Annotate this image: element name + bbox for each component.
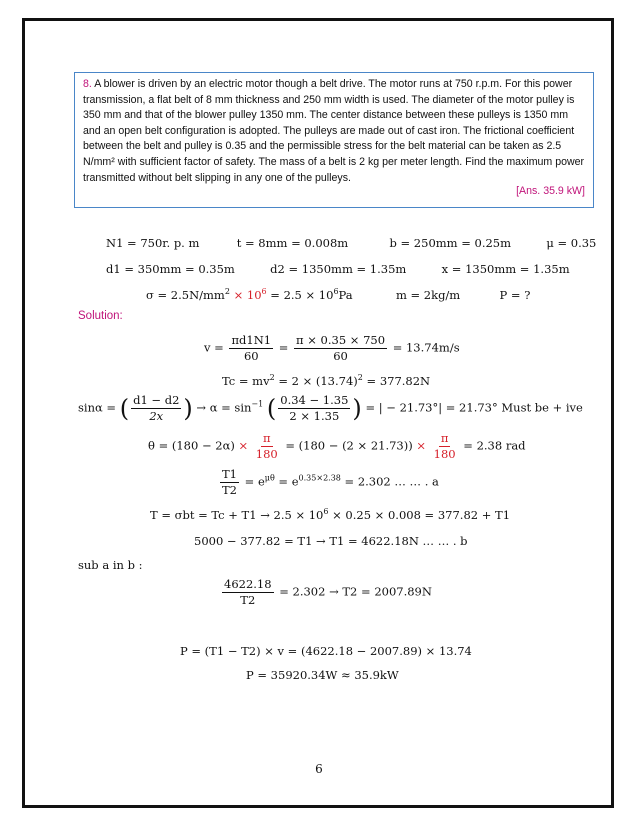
eq-centrifugal-tension: $Tc = mv^2 = 2 \times (13.74)^2 = 377.82N$ — [222, 373, 431, 388]
problem-number: 8. — [83, 78, 92, 90]
eq-alpha: sinα = ( $\frac{d1 - d2}{2x}$ ) → $\alpha = \sin^{-1}$ ( $\frac{0.34 - 1.35}{2 \times 1.35}$ ) = | − 21.73°| = 21.73° Must be + ive — [78, 393, 583, 423]
given-d1: d1 = 350mm = 0.35m — [106, 262, 235, 276]
eq-velocity: v = $\frac{\pi d1N1}{60}$ = $\frac{\pi \times 0.35 \times 750}{60}$ = 13.74m/s — [204, 333, 460, 363]
eq-power-result: P = 35920.34W ≈ 35.9kW — [246, 668, 399, 682]
problem-statement-box — [74, 72, 594, 208]
given-row-1 — [106, 236, 596, 250]
given-d2: d2 = 1350mm = 1.35m — [270, 262, 407, 276]
eq-t2: $\frac{4622.18}{T2}$ = 2.302 → T2 = 2007.89N — [224, 577, 432, 607]
answer-label: [Ans. 35.9 kW] — [516, 185, 585, 198]
eq-tension-ratio: $\frac{T1}{T2}$ = $e^{\mu\theta} = e^{0.35\times 2.38} = 2.302$ … … . a — [222, 467, 439, 497]
page-number: 6 — [315, 762, 323, 776]
problem-text: A blower is driven by an electric motor though a belt drive. The motor runs at 750 r.p.m. For this power transmission, a flat belt of 8 mm thickness and 250 mm width is used. The diameter of the motor pulley is 350 mm and that of the blower pulley 1350 mm. The center distance between these pulleys is 1350 mm and an open belt configuration is adopted. The pulleys are made out of cast iron. The frictional coefficient between the belt and pulley is 0.35 and the permissible stress for the belt material can be taken as 2.5 N/mm² with sufficient factor of safety. The mass of a belt is 2 kg per meter length. Find the maximum power transmitted without belt slipping in any one of the pulleys. — [83, 78, 585, 184]
given-sigma: $\sigma = 2.5N/mm^2 \times 10^6 = 2.5 \times 10^6Pa$ — [146, 287, 353, 302]
given-row-3 — [146, 288, 530, 302]
solution-heading: Solution: — [78, 310, 123, 322]
given-mu: μ = 0.35 — [546, 236, 597, 250]
eq-t1-value: 5000 − 377.82 = T1 → T1 = 4622.18N … … . b — [194, 534, 468, 548]
substitution-note: sub a in b : — [78, 558, 143, 572]
eq-max-tension: $T = \sigma bt = Tc + T1 \to 2.5 \times 10^6 \times 0.25 \times 0.008 = 377.82 + T1$ — [150, 507, 511, 522]
eq-power: P = (T1 − T2) × v = (4622.18 − 2007.89) × 13.74 — [180, 644, 472, 658]
given-b: b = 250mm = 0.25m — [389, 236, 512, 250]
given-p: P = ? — [499, 288, 531, 302]
given-x: x = 1350mm = 1.35m — [441, 262, 570, 276]
given-row-2 — [106, 262, 570, 276]
given-t: t = 8mm = 0.008m — [236, 236, 349, 250]
given-m: m = 2kg/m — [395, 288, 461, 302]
eq-theta: θ = (180 − 2α) × $\frac{\pi}{180}$ = (180 − (2 × 21.73)) × $\frac{\pi}{180}$ = 2.38 rad — [148, 431, 526, 461]
given-n1: N1 = 750r. p. m — [106, 236, 200, 250]
